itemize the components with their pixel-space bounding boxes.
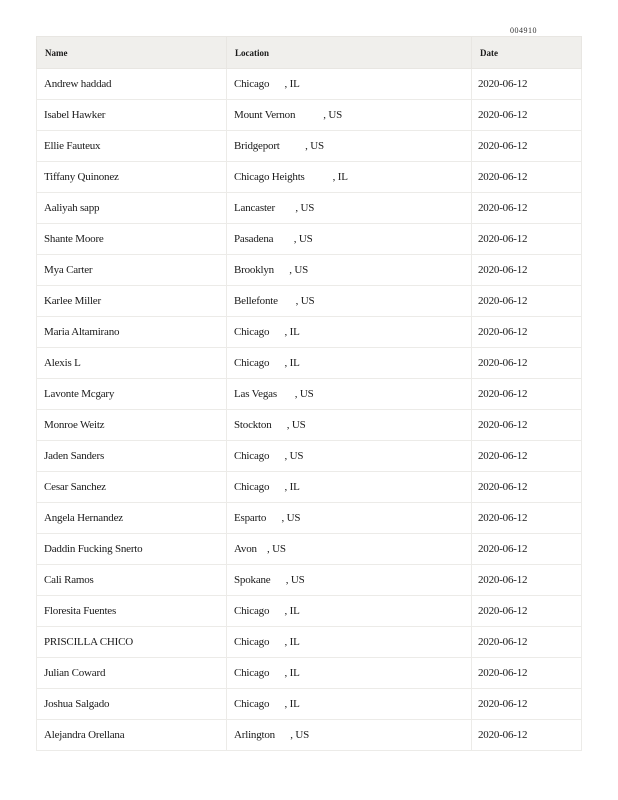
table-row: [37, 255, 582, 286]
header-name: Name: [37, 37, 227, 69]
header-row: [37, 37, 582, 69]
cell-date: 2020-06-12: [472, 286, 582, 317]
cell-date: 2020-06-12: [472, 503, 582, 534]
cell-name: Alexis L: [37, 348, 227, 379]
cell-date: 2020-06-12: [472, 348, 582, 379]
cell-location: Chicago Heights , IL: [227, 162, 472, 193]
table-header: [37, 37, 582, 69]
cell-location: Lancaster , US: [227, 193, 472, 224]
cell-date: 2020-06-12: [472, 69, 582, 100]
cell-location: Chicago , US: [227, 441, 472, 472]
cell-date: 2020-06-12: [472, 534, 582, 565]
cell-location: Chicago , IL: [227, 317, 472, 348]
table-body: [37, 69, 582, 751]
cell-name: Aaliyah sapp: [37, 193, 227, 224]
cell-date: 2020-06-12: [472, 410, 582, 441]
cell-name: Daddin Fucking Snerto: [37, 534, 227, 565]
cell-name: Lavonte Mcgary: [37, 379, 227, 410]
table-row: [37, 720, 582, 751]
table-row: [37, 379, 582, 410]
cell-date: 2020-06-12: [472, 565, 582, 596]
cell-location: Chicago , IL: [227, 689, 472, 720]
cell-location: Mount Vernon , US: [227, 100, 472, 131]
cell-name: Maria Altamirano: [37, 317, 227, 348]
table-row: [37, 503, 582, 534]
table-row: [37, 317, 582, 348]
cell-location: Chicago , IL: [227, 627, 472, 658]
cell-date: 2020-06-12: [472, 720, 582, 751]
table-row: [37, 193, 582, 224]
table-row: [37, 410, 582, 441]
cell-date: 2020-06-12: [472, 162, 582, 193]
cell-name: Cali Ramos: [37, 565, 227, 596]
table-row: [37, 286, 582, 317]
cell-name: Isabel Hawker: [37, 100, 227, 131]
table-row: [37, 596, 582, 627]
table-row: [37, 441, 582, 472]
cell-name: Alejandra Orellana: [37, 720, 227, 751]
table-row: [37, 131, 582, 162]
table-row: [37, 689, 582, 720]
page-id: 004910: [510, 26, 537, 35]
cell-location: Bellefonte , US: [227, 286, 472, 317]
cell-location: Las Vegas , US: [227, 379, 472, 410]
cell-location: Chicago , IL: [227, 596, 472, 627]
header-location: Location: [227, 37, 472, 69]
cell-date: 2020-06-12: [472, 317, 582, 348]
cell-location: Stockton , US: [227, 410, 472, 441]
cell-date: 2020-06-12: [472, 627, 582, 658]
cell-name: Andrew haddad: [37, 69, 227, 100]
cell-date: 2020-06-12: [472, 596, 582, 627]
cell-name: Tiffany Quinonez: [37, 162, 227, 193]
cell-date: 2020-06-12: [472, 379, 582, 410]
cell-location: Esparto , US: [227, 503, 472, 534]
table-row: [37, 69, 582, 100]
cell-name: Angela Hernandez: [37, 503, 227, 534]
table-row: [37, 658, 582, 689]
cell-name: Monroe Weitz: [37, 410, 227, 441]
cell-name: Shante Moore: [37, 224, 227, 255]
cell-date: 2020-06-12: [472, 100, 582, 131]
cell-name: Julian Coward: [37, 658, 227, 689]
table-row: [37, 565, 582, 596]
cell-name: Jaden Sanders: [37, 441, 227, 472]
cell-location: Bridgeport , US: [227, 131, 472, 162]
cell-date: 2020-06-12: [472, 193, 582, 224]
cell-location: Chicago , IL: [227, 348, 472, 379]
cell-date: 2020-06-12: [472, 131, 582, 162]
cell-location: Chicago , IL: [227, 658, 472, 689]
cell-date: 2020-06-12: [472, 689, 582, 720]
cell-location: Brooklyn , US: [227, 255, 472, 286]
cell-date: 2020-06-12: [472, 255, 582, 286]
table-row: [37, 472, 582, 503]
cell-name: Karlee Miller: [37, 286, 227, 317]
signature-table: [36, 36, 582, 751]
cell-name: Cesar Sanchez: [37, 472, 227, 503]
table-row: [37, 162, 582, 193]
cell-location: Chicago , IL: [227, 472, 472, 503]
table-row: [37, 224, 582, 255]
cell-date: 2020-06-12: [472, 472, 582, 503]
cell-name: Joshua Salgado: [37, 689, 227, 720]
cell-date: 2020-06-12: [472, 441, 582, 472]
cell-name: Mya Carter: [37, 255, 227, 286]
cell-name: PRISCILLA CHICO: [37, 627, 227, 658]
table-row: [37, 534, 582, 565]
header-date: Date: [472, 37, 582, 69]
table-row: [37, 627, 582, 658]
cell-location: Spokane , US: [227, 565, 472, 596]
table-row: [37, 348, 582, 379]
cell-location: Arlington , US: [227, 720, 472, 751]
table-row: [37, 100, 582, 131]
cell-date: 2020-06-12: [472, 658, 582, 689]
cell-name: Floresita Fuentes: [37, 596, 227, 627]
cell-location: Pasadena , US: [227, 224, 472, 255]
cell-name: Ellie Fauteux: [37, 131, 227, 162]
cell-location: Avon , US: [227, 534, 472, 565]
cell-date: 2020-06-12: [472, 224, 582, 255]
cell-location: Chicago , IL: [227, 69, 472, 100]
